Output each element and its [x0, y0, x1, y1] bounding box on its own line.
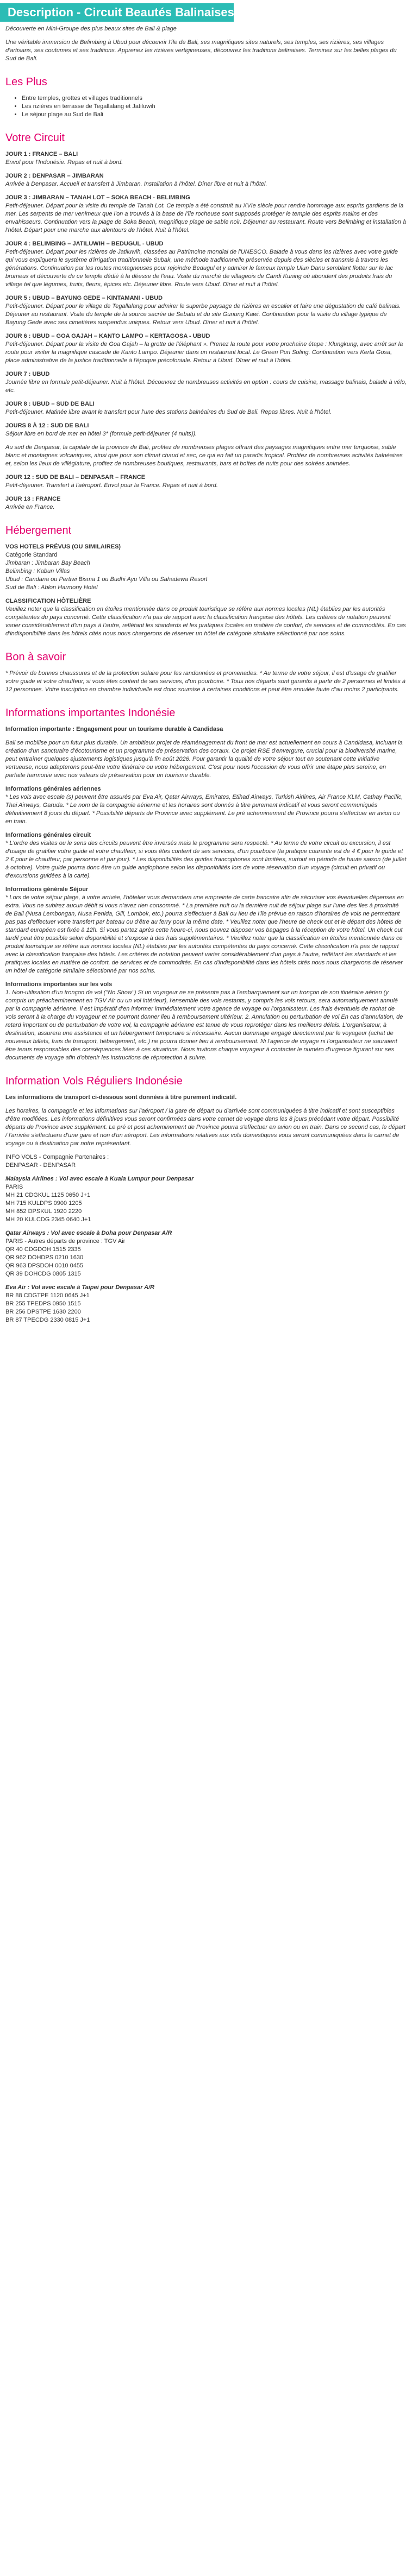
vols-route: DENPASAR - DENPASAR: [5, 1162, 76, 1169]
airline-flight: QR 963 DPSDOH 0010 0455: [5, 1262, 84, 1269]
vols-info: INFO VOLS - Compagnie Partenaires :: [5, 1154, 109, 1160]
plus-item: • Les rizières en terrasse de Tegallalang et Jatiluwih: [22, 103, 407, 111]
day-text: Arrivée à Denpasar. Accueil et transfert à Jimbaran. Installation à l'hôtel. Dîner libre et nuit à l'hôtel.: [5, 181, 267, 187]
page-title: Description - Circuit Beautés Balinaises: [0, 3, 234, 22]
vols-airline-2: [5, 1229, 407, 1278]
vols-intro: Les informations de transport ci-dessous sont données à titre purement indicatif.: [5, 1094, 237, 1101]
section-infos-indonesie: Informations importantes Indonésie: [5, 707, 176, 719]
non-vol-text: 1. Non-utilisation d'un tronçon de vol ("No Show") Si un voyageur ne se présente pas à l'embarquement sur un tronçon de son itinéraire aérien (y compris un préacheminement en TGV Air ou un vol intérieur), l'ensemble des vols restants, y compris les vols retours, sera automatiquement annulé par la compagnie aérienne. Il est impératif d'en informer immédiatement votre agence de voyage ou l'organisateur. Les frais éventuels de rachat de vols seront à la charge du voyageur et ne pourront donner lieu à remboursement ultérieur. 2. Annulation ou perturbation de vol En cas d'annulation, de retard important ou de perturbation de votre vol, la compagnie aérienne est tenue de vous reprotéger dans les meilleurs délais. L'organisateur, à destination, assurera une assistance et un hébergement temporaire si nécessaire. Aucun dommage engagé directement par le voyageur (achat de nouveaux billets, frais de transport, hébergement, etc.) ne pourra donner lieu à remboursement. Ni l'agence de voyage ni l'organisateur ne sauraient être tenus responsables des conséquences liées à ces situations. Nous invitons chaque voyageur à contacter le numéro d'urgence figurant sur ses documents de voyage afin d'obtenir les instructions de réprotection à suivre.: [5, 989, 403, 1061]
classification-title: CLASSIFICATION HÔTELIÈRE: [5, 598, 91, 604]
day-title: JOUR 7 : UBUD: [5, 371, 50, 377]
airline-flight: BR 88 CDGTPE 1120 0645 J+1: [5, 1292, 90, 1299]
info-important-title: Information importante : Engagement pour un tourisme durable à Candidasa: [5, 726, 223, 733]
day-title: JOUR 13 : FRANCE: [5, 496, 61, 502]
hotels-block: [5, 551, 407, 592]
info-important-text: Bali se mobilise pour un futur plus durable. Un ambitieux projet de réaménagement du front de mer est actuellement en cours à Candidasa, incluant la création d'un sanctuaire d'écotourisme et un programme de préservation des coraux. Ce projet RSE d'envergure, crucial pour la biodiversité marine, peut entraîner quelques ajustements logistiques jusqu'à fin août 2026. Pour garantir la qualité de votre séjour tout en soutenant cette initiative vertueuse, nous adapterons peut-être votre itinéraire ou votre hébergement. C'est pour nous l'occasion de vous offrir une étape plus sereine, en parfaite harmonie avec nos valeurs de préservation pour un tourisme durable.: [5, 740, 403, 779]
day-title: JOURS 8 À 12 : SUD DE BALI: [5, 422, 89, 429]
plus-item: • Le séjour plage au Sud de Bali: [22, 111, 407, 119]
day-title: JOUR 6 : UBUD – GOA GAJAH – KANTO LAMPO – KERTAGOSA - UBUD: [5, 333, 210, 339]
day-title: JOUR 8 : UBUD – SUD DE BALI: [5, 401, 95, 407]
day-text: Petit-déjeuner. Matinée libre avant le transfert pour l'une des stations balnéaires du Sud de Bali. Repas libres. Nuit à l'hôtel.: [5, 409, 332, 415]
day-text: Petit-déjeuner. Départ pour la visite du temple de Tanah Lot. Ce temple a été construit au XVIe siècle pour rendre hommage aux esprits gardiens de la mer. Les serpents de mer venimeux que l'on a trouvés à la base de l'île rocheuse sont supposés protéger le temple des esprits malins et des envahisseurs. Continuation vers la plage de Soka Beach, magnifique plage de sable noir. Déjeuner au restaurant. Route vers Belimbing et installation à l'hôtel. Départ pour une marche aux alentours de l'hôtel. Nuit à l'hôtel.: [5, 203, 407, 233]
content: [0, 25, 412, 1330]
airline-flight: BR 87 TPECDG 2330 0815 J+1: [5, 1317, 90, 1323]
plus-list: [5, 94, 407, 119]
day-text: Petit-déjeuner. Transfert à l'aéroport. Envol pour la France. Repas et nuit à bord.: [5, 482, 218, 489]
airline-city: PARIS: [5, 1184, 23, 1190]
day-text: Envol pour l'Indonésie. Repas et nuit à bord.: [5, 159, 123, 166]
vols-compagnies: [5, 1153, 407, 1170]
formalites-vol-text: * L'ordre des visites ou le sens des circuits peuvent être inversés mais le programme sera respecté. * Au terme de votre circuit ou excursion, il est d'usage de gratifier votre guide et votre chauffeur, si vous êtes content de ses services, d'un pourboire (la pratique courante est de 4 € pour le guide et 2 € pour le chauffeur, par personne et par jour). * Les disponibilités des guides francophones sont limitées, surtout en période de haute saison (de juillet à octobre). Votre guide pourra donc être un guide anglophone selon les disponibilités lors de votre réservation d'un voyage (circuit en privatif ou d'excursions guidées à la carte).: [5, 840, 407, 879]
day-text: Petit-déjeuner. Départ pour la visite de Goa Gajah – la grotte de l'éléphant ». Prenez la route pour votre prochaine étape : Klungkung, avec arrêt sur la route pour visiter la magnifique cascade de Kanto Lampo. Déjeuner dans un restaurant local. Le Green Puri Soling. Continuation vers Kerta Gosa, place administrative de la justice traditionnelle à l'époque précoloniale. Retour à Ubud. Dîner et nuit à l'hôtel.: [5, 341, 403, 364]
day-title: JOUR 1 : FRANCE – BALI: [5, 151, 78, 157]
sejour-text: * Lors de votre séjour plage, à votre arrivée, l'hôtelier vous demandera une empreinte de carte bancaire afin de sécuriser vos éventuelles dépenses en extra. Vous ne subirez aucun débit si vous n'avez rien consommé. * La première nuit ou la dernière nuit de séjour plage sur l'une des îles à proximité de Bali (Nusa Lembongan, Nusa Penida, Gili, Lombok, etc.) pourra s'effectuer à Bali ou Ileu de l'île prévue en raison d'horaires de vols ne permettant pas pas d'effectuer votre transfert par bateau ou d'être au ferry pour la même date. * Veuillez noter que l'heure de check out et le départ des hôtels de standard européen est fixée à 12h. Si vous partez après cette heure-ci, nous pouvez disposer vos bagages à la réception de votre hôtel. Un check out tardif peut être possible selon disponibilité et s'expose à des frais supplémentaires. * Veuillez noter que la classification en étoiles mentionnée dans ce produit touristique se réfère aux normes locales (NL) établies par les autorités compétentes du pays concerné. Cette classification n'a pas de rapport avec la classification française des hôtels. Les critères de notation peuvent varier considérablement d'un pays à l'autre, reflétant les standards et les pratiques locales en matière de confort, de services et de commodités. En cas d'indisponibilité dans les hôtels cités nous nous chargerons de réserver un hôtel de catégorie similaire sélectionné par nos soins.: [5, 894, 404, 974]
formalites-text: * Les vols avec escale (s) peuvent être assurés par Eva Air, Qatar Airways, Emirates, Etihad Airways, Turkish Airlines, Air France KLM, Cathay Pacific, Thai Airways, Garuda. * Le nom de la compagnie aérienne et les horaires sont donnés à titre purement indicatif et vous seront communiqués définitivement 8 jours du départ. * Possibilité départs de Province avec supplément. Le pré acheminement de Province pourra s'effectuer en avion ou en train.: [5, 794, 403, 825]
day-text: Séjour libre en bord de mer en hôtel 3* (formule petit-déjeuner (4 nuits)).: [5, 431, 197, 437]
plus-item: • Entre temples, grottes et villages traditionnels: [22, 94, 407, 103]
day-title: JOUR 2 : DENPASAR – JIMBARAN: [5, 173, 104, 179]
day-text: Journée libre en formule petit-déjeuner. Nuit à l'hôtel. Découvrez de nombreuses activités en option : cours de cuisine, massage balinais, balade à vélo, etc.: [5, 379, 407, 394]
hotels-title: VOS HOTELS PRÉVUS (OU SIMILAIRES): [5, 544, 121, 550]
day-title: JOUR 3 : JIMBARAN – TANAH LOT – SOKA BEACH - BELIMBING: [5, 194, 190, 201]
day-title: JOUR 5 : UBUD – BAYUNG GEDE – KINTAMANI - UBUD: [5, 295, 163, 301]
airline-title: Malaysia Airlines : Vol avec escale à Kuala Lumpur pour Denpasar: [5, 1176, 194, 1182]
airline-title: Qatar Airways : Vol avec escale à Doha pour Denpasar A/R: [5, 1230, 172, 1236]
hotels-ubud: Ubud : Candana ou Pertiwi Bisma 1 ou Budhi Ayu Villa ou Sahadewa Resort: [5, 576, 208, 583]
airline-flight: MH 852 DPSKUL 1920 2220: [5, 1208, 82, 1215]
hotels-belimbing: Belimbing : Kabun Villas: [5, 568, 70, 574]
section-circuit: Votre Circuit: [5, 132, 65, 144]
day-text: Petit-déjeuner. Départ pour les rizières de Jatiluwih, classées au Patrimoine mondial de l'UNESCO. Balade à vous dans les rizières avec votre guide qui vous expliquera le système d'irrigation traditionnelle Subak, une méthode traditionnelle préservée depuis des siècles et transmis à travers les générations. Continuation par les routes montagneuses pour rejoindre Bedugul et y admirer le fameux temple Ulun Danu semblant flotter sur le lac brumeux et découverte de ce temple dédié à la déesse de l'eau. Visite du marché de villageois de Candi Kuning où abondent des produits frais du village tel que légumes, fruits, fleurs, épices etc. Déjeuner libre. Route vers Ubud. Dîner et nuit à l'hôtel.: [5, 249, 398, 288]
section-hebergement: Hébergement: [5, 525, 72, 536]
hotels-sud: Sud de Bali : Ablon Harmony Hotel: [5, 584, 98, 591]
day-title: JOUR 12 : SUD DE BALI – DENPASAR – FRANCE: [5, 474, 146, 481]
vols-airline-1: [5, 1175, 407, 1224]
airline-flight: MH 20 KULCDG 2345 0640 J+1: [5, 1216, 91, 1223]
airline-flight: BR 256 DPSTPE 1630 2200: [5, 1309, 81, 1315]
section-plus: Les Plus: [5, 76, 47, 88]
day-text: Petit-déjeuner. Départ pour le village de Tegallalang pour admirer le superbe paysage de rizières en escalier et faire une dégustation de café balinais. Déjeuner au restaurant. Visite du temple de la source sacrée de Sebatu et du site Gunung Kawi. Continuation pour la visite du village typique de Bayung Gede avec ses cimetières suspendus uniques. Retour vers Ubud. Dîner et nuit à l'hôtel.: [5, 303, 401, 326]
section-vols: Information Vols Réguliers Indonésie: [5, 1075, 183, 1087]
day-title: JOUR 4 : BELIMBING – JATILUWIH – BEDUGUL - UBUD: [5, 241, 164, 247]
vols-text: Les horaires, la compagnie et les informations sur l'aéroport / la gare de départ ou d'arrivée sont communiquées à titre indicatif et sont susceptibles d'être modifiées. Les informations définitives vous seront confirmées dans votre carnet de voyage dans les 8 jours précédant votre départ. Possibilité départs de Province avec supplément. Le pré et post acheminement de Province pourra s'effectuer en avion ou en train. Dans ce second cas, le départ / l'arrivée s'effectuera d'une gare et non d'un aéroport. Les informations relatives aux vols domestiques vous seront communiquées dans le carnet de voyage ou à destination par notre représentant.: [5, 1108, 405, 1147]
intro-paragraph: Une véritable immersion de Belimbing à Ubud pour découvrir l'île de Bali, ses magnifiques sites naturels, ses temples, ses rizières, ses villages d'artisans, ses coutumes et ses traditions. Apprenez les rizières vertigineuses, découvrez les traditions balinaises. Terminez sur les belles plages du Sud de Bali.: [5, 39, 397, 62]
airline-flight: QR 962 DOHDPS 0210 1630: [5, 1254, 84, 1261]
airline-city: PARIS - Autres départs de province : TGV Air: [5, 1238, 126, 1245]
airline-flight: QR 40 CDGDOH 1515 2335: [5, 1246, 81, 1253]
day-text: Au sud de Denpasar, la capitale de la province de Bali, profitez de nombreuses plages offrant des paysages magnifiques entre mer turquoise, sable blanc et montagnes volcaniques, ainsi que pour son climat chaud et sec, ce qui en fait un paradis tropical. Profitez de nombreuses activités balnéaires et, selon les lieux de villégiature, profitez de nombreuses boutiques, restaurants, bars et boîtes de nuits pour des soirées animées.: [5, 444, 403, 467]
bon-savoir-text: * Prévoir de bonnes chaussures et de la protection solaire pour les randonnées et promenades. * Au terme de votre séjour, il est d'usage de gratifier votre guide et votre chauffeur, si vous êtes content de ses services, d'un pourboire. * Tous nos départs sont garantis à partir de 2 personnes et limités à 12 personnes. Votre inscription en chambre individuelle est donc soumise à certaines conditions et peut être annulée faute d'au moins 2 participants.: [5, 670, 406, 693]
airline-flight: BR 255 TPEDPS 0950 1515: [5, 1300, 81, 1307]
airline-flight: QR 39 DOHCDG 0805 1315: [5, 1271, 81, 1277]
formalites-vol-title: Informations générales circuit: [5, 832, 91, 838]
non-vol-title: Informations importantes sur les vols: [5, 981, 113, 988]
airline-flight: MH 21 CDGKUL 1125 0650 J+1: [5, 1192, 91, 1198]
formalites-title: Informations générales aériennes: [5, 786, 101, 792]
intro-line: Découverte en Mini-Groupe des plus beaux sites de Bali & plage: [5, 26, 177, 32]
sejour-title: Informations générale Séjour: [5, 886, 89, 893]
airline-flight: MH 715 KULDPS 0900 1205: [5, 1200, 82, 1207]
airline-title: Eva Air : Vol avec escale à Taipei pour Denpasar A/R: [5, 1284, 155, 1291]
vols-airline-3: [5, 1284, 407, 1324]
classification-text: Veuillez noter que la classification en étoiles mentionnée dans ce produit touristique se réfère aux normes locales (NL) établies par les autorités compétentes du pays concerné. Cette classification n'a pas de rapport avec la classification française des hôtels. Les critères de notation peuvent varier considérablement d'un pays à l'autre, reflétant les standards et les pratiques locales en matière de confort, de services et de commodités. En cas d'indisponibilité dans les hôtels cités nous nous chargerons de réserver un hôtel de catégorie similaire sélectionné par nos soins.: [5, 606, 406, 637]
day-text: Arrivée en France.: [5, 504, 55, 510]
hotels-categorie: Catégorie Standard: [5, 552, 58, 558]
hotels-jimbaran: Jimbaran : Jimbaran Bay Beach: [5, 560, 90, 566]
section-bon-savoir: Bon à savoir: [5, 651, 66, 663]
